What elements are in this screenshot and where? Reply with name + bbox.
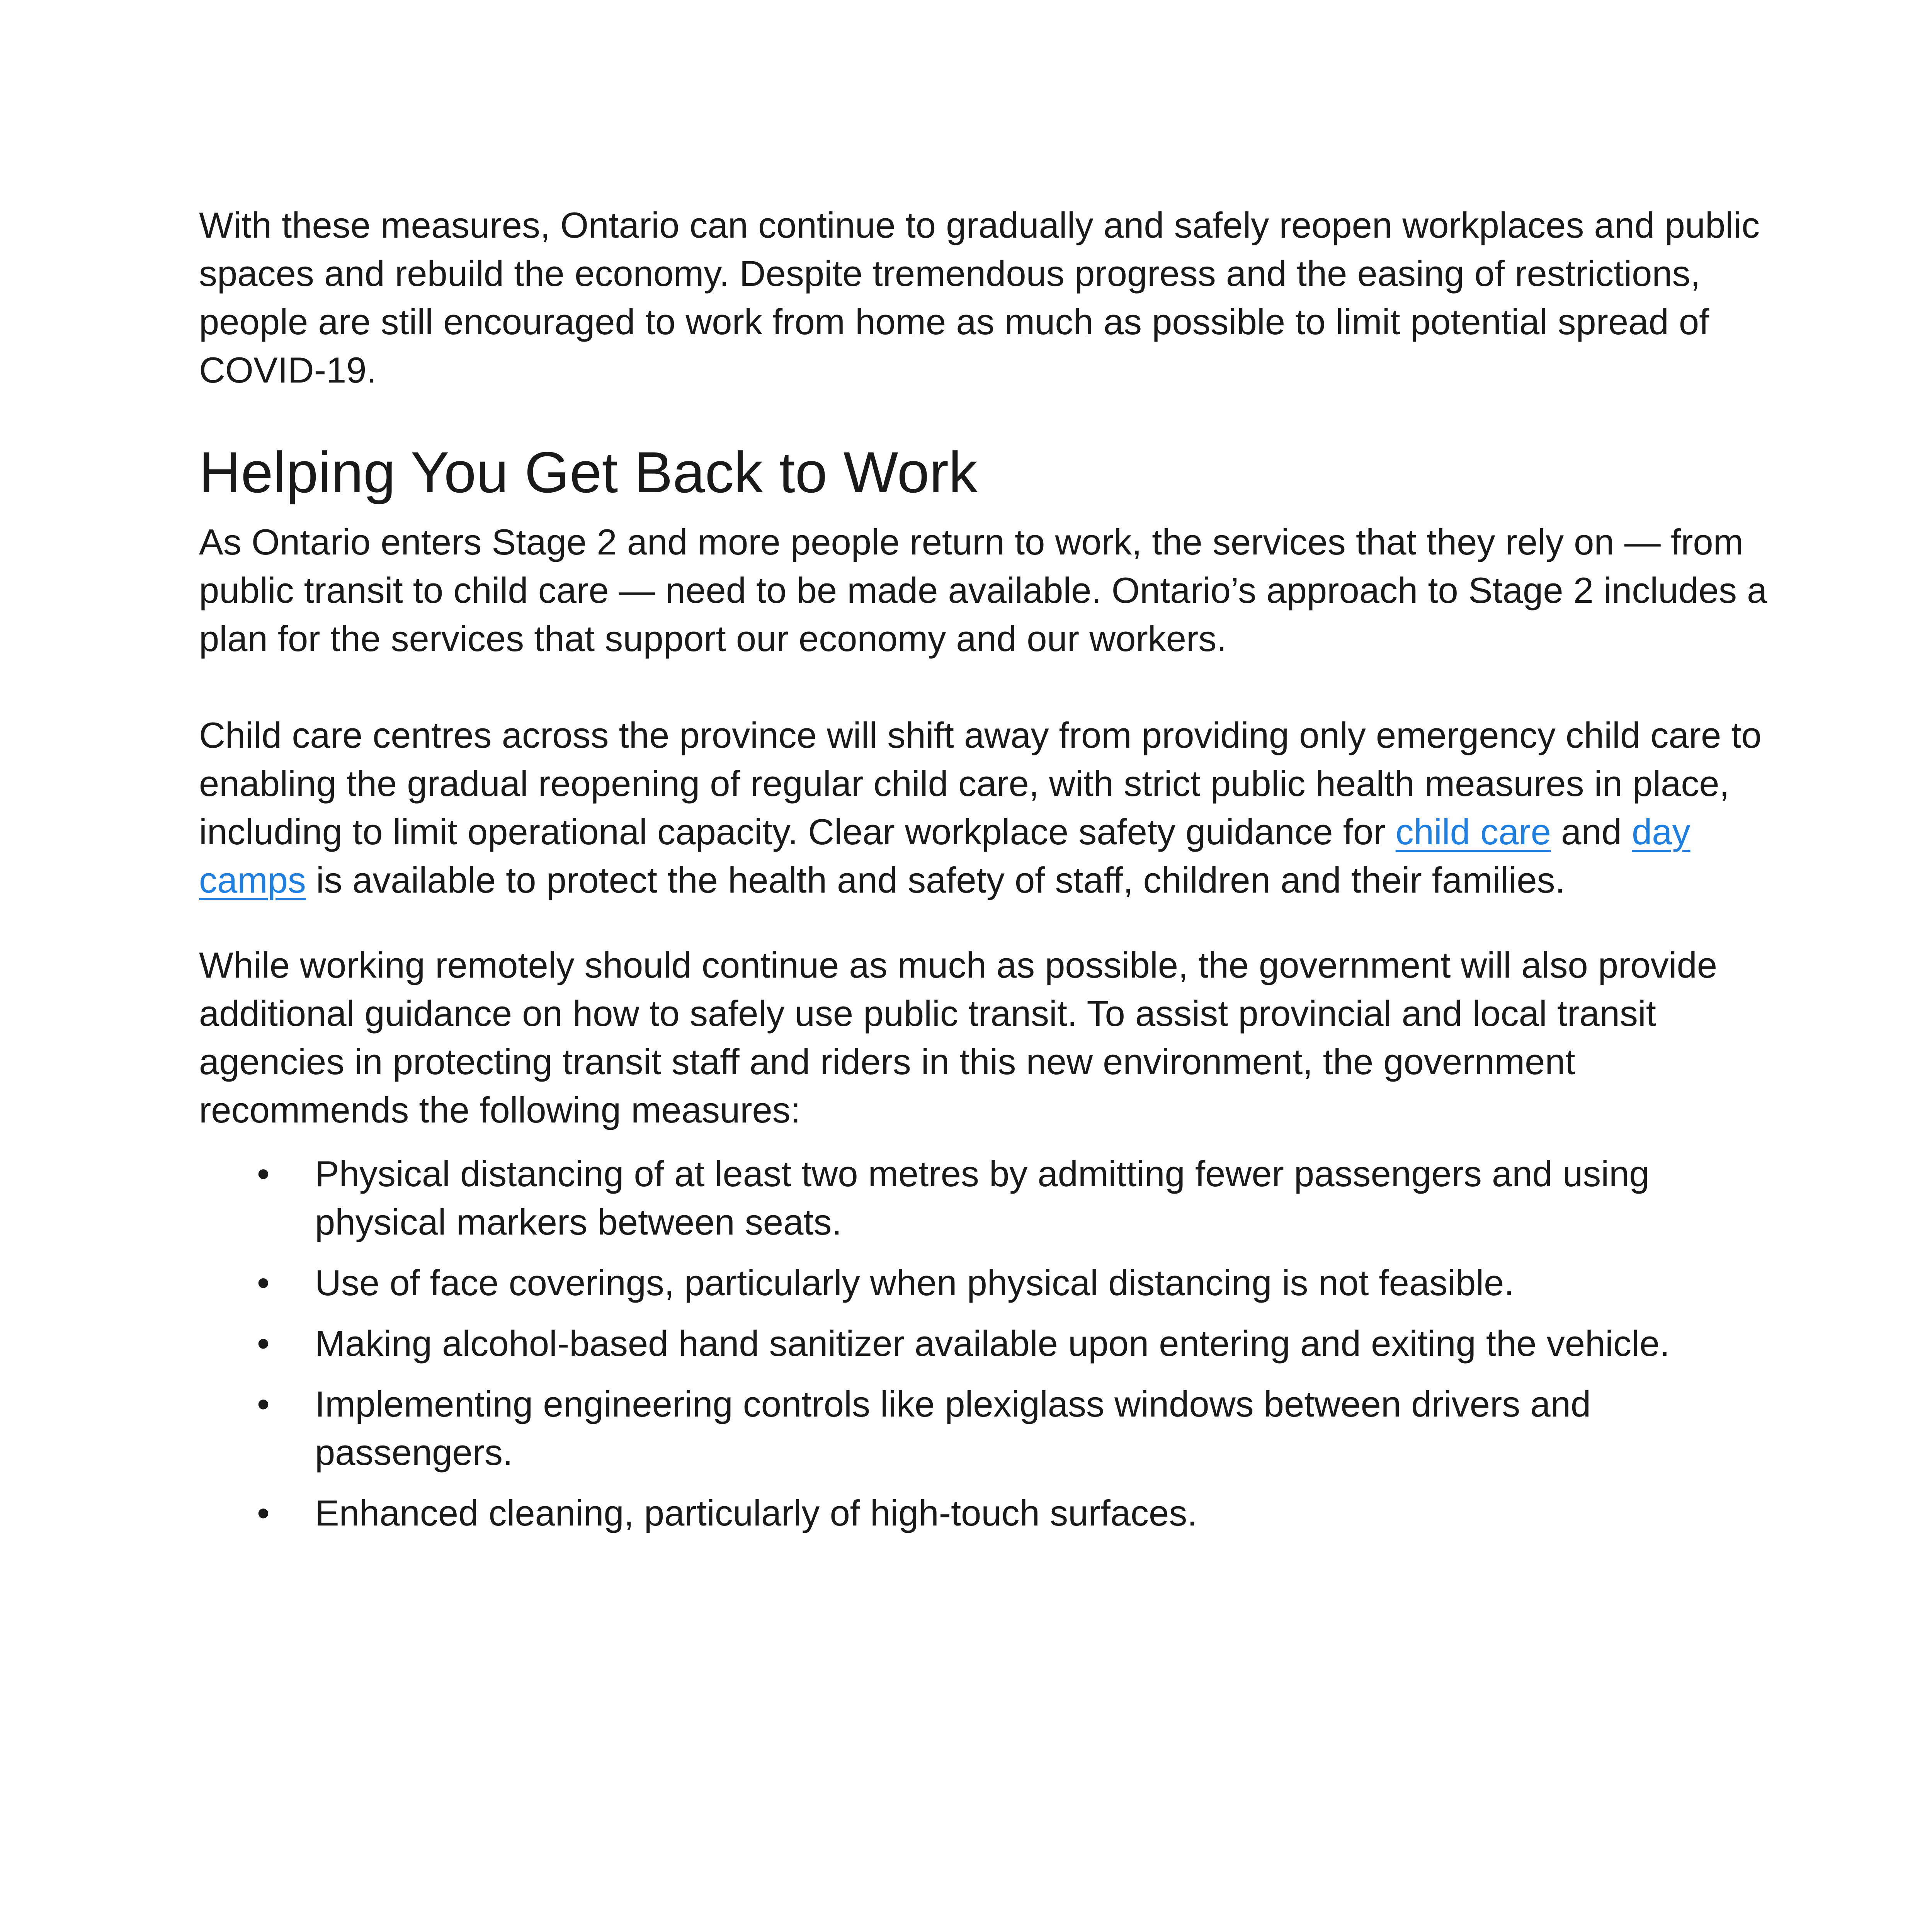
page-content (199, 201, 1783, 1549)
list-item-text: Enhanced cleaning, particularly of high-touch surfaces. (315, 1493, 1197, 1533)
list-item-text: Making alcohol-based hand sanitizer available upon entering and exiting the vehicle. (315, 1323, 1670, 1364)
day-camps-link[interactable]: day camps (199, 811, 1690, 900)
transit-measures-list (199, 1150, 1783, 1537)
child-care-link[interactable]: child care (1395, 811, 1551, 852)
bullet-icon: • (257, 1493, 270, 1533)
bullet-icon: • (257, 1262, 270, 1303)
list-item (199, 1259, 1783, 1307)
list-item (199, 1489, 1783, 1537)
transit-paragraph: While working remotely should continue as much as possible, the government will also provide additional guidance on how to safely use public transit. To assist provincial and local transit agencies in protecting transit staff and riders in this new environment, the government recommends the following measures: (199, 945, 1718, 1130)
list-item (199, 1380, 1783, 1476)
intro-paragraph: With these measures, Ontario can continue to gradually and safely reopen workplaces and public spaces and rebuild the economy. Despite tremendous progress and the easing of restrictions, people are still encouraged to work from home as much as possible to limit potential spread of COVID-19. (199, 205, 1760, 390)
list-item (199, 1319, 1783, 1367)
bullet-icon: • (257, 1323, 270, 1364)
childcare-text-after: is available to protect the health and safety of staff, children and their families. (306, 860, 1565, 900)
childcare-paragraph (199, 711, 1783, 904)
list-item-text: Use of face coverings, particularly when physical distancing is not feasible. (315, 1262, 1514, 1303)
childcare-text-mid: and (1551, 811, 1632, 852)
list-item (199, 1150, 1783, 1246)
list-item-text: Physical distancing of at least two metres by admitting fewer passengers and using physical markers between seats. (315, 1153, 1650, 1242)
section-heading: Helping You Get Back to Work (199, 440, 978, 505)
childcare-text-before: Child care centres across the province will shift away from providing only emergency child care to enabling the gradual reopening of regular child care, with strict public health measures in place, including to limit operational capacity. Clear workplace safety guidance for (199, 715, 1762, 852)
bullet-icon: • (257, 1384, 270, 1424)
list-item-text: Implementing engineering controls like plexiglass windows between drivers and passengers. (315, 1384, 1591, 1473)
stage2-paragraph: As Ontario enters Stage 2 and more people return to work, the services that they rely on — from public transit to child care — need to be made available. Ontario’s approach to Stage 2 includes a plan for the services that support our economy and our workers. (199, 522, 1767, 659)
bullet-icon: • (257, 1153, 270, 1194)
